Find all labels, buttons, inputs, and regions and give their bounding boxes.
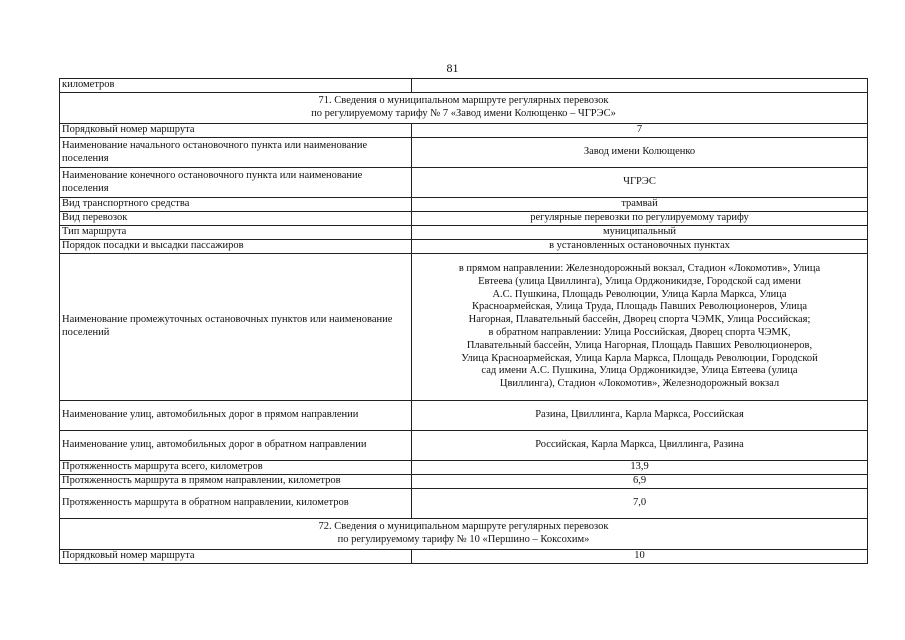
- section-71-header-row: [60, 93, 868, 124]
- length-back-value: 7,0: [412, 489, 868, 519]
- intermediate-stops-line: Нагорная, Плавательный бассейн, Дворец спорта ЧЭМК, Улица Российская;: [468, 314, 811, 326]
- route-number-2-value: 10: [412, 550, 868, 564]
- table-row: [60, 254, 868, 401]
- length-back-label: Протяженность маршрута в обратном направлении, километров: [60, 489, 412, 519]
- route-type-label: Тип маршрута: [60, 226, 412, 240]
- table-row: [60, 226, 868, 240]
- intermediate-stops-line: Улица Красноармейская, Улица Карла Маркса, Площадь Революции, Городской: [461, 352, 818, 364]
- streets-forward-label: Наименование улиц, автомобильных дорог в прямом направлении: [60, 401, 412, 431]
- table-row: [60, 212, 868, 226]
- route-number-label: Порядковый номер маршрута: [60, 124, 412, 138]
- intermediate-stops-line: Красноармейская, Улица Труда, Площадь Павших Революционеров, Улица: [471, 301, 808, 313]
- transport-kind-label: Вид перевозок: [60, 212, 412, 226]
- intermediate-stops-line: Евтеева (улица Цвиллинга), Улица Орджоникидзе, Городской сад имени: [478, 275, 801, 287]
- streets-back-value: Российская, Карла Маркса, Цвиллинга, Разина: [412, 431, 868, 461]
- intermediate-stops-line: сад имени А.С. Пушкина, Улица Орджоникидзе, Улица Евтеева (улица: [481, 365, 798, 377]
- table-row: [60, 401, 868, 431]
- section-72-title: 72. Сведения о муниципальном маршруте регулярных перевозок по регулируемому тарифу № 10 «Першино – Коксохим»: [60, 519, 868, 550]
- kilometers-value: [412, 79, 868, 93]
- table-row: [60, 475, 868, 489]
- end-stop-value: ЧГРЭС: [412, 168, 868, 198]
- table-row: [60, 461, 868, 475]
- streets-back-label: Наименование улиц, автомобильных дорог в обратном направлении: [60, 431, 412, 461]
- table-row: [60, 124, 868, 138]
- table-row: [60, 79, 868, 93]
- start-stop-value: Завод имени Колющенко: [412, 138, 868, 168]
- table-row: [60, 550, 868, 564]
- end-stop-label: Наименование конечного остановочного пункта или наименование поселения: [60, 168, 412, 198]
- boarding-value: в установленных остановочных пунктах: [412, 240, 868, 254]
- streets-forward-value: Разина, Цвиллинга, Карла Маркса, Российская: [412, 401, 868, 431]
- table-row: [60, 138, 868, 168]
- table-row: [60, 240, 868, 254]
- page-number: 81: [446, 61, 459, 75]
- boarding-label: Порядок посадки и высадки пассажиров: [60, 240, 412, 254]
- vehicle-type-value: трамвай: [412, 198, 868, 212]
- vehicle-type-label: Вид транспортного средства: [60, 198, 412, 212]
- length-total-value: 13,9: [412, 461, 868, 475]
- intermediate-stops-line: А.С. Пушкина, Площадь Революции, Улица Карла Маркса, Улица: [492, 288, 787, 300]
- route-info-table: [59, 78, 868, 564]
- start-stop-label: Наименование начального остановочного пункта или наименование поселения: [60, 138, 412, 168]
- section-72-header-row: [60, 519, 868, 550]
- table-row: [60, 168, 868, 198]
- kilometers-label: километров: [60, 79, 412, 93]
- route-type-value: муниципальный: [412, 226, 868, 240]
- intermediate-stops-line: Плавательный бассейн, Улица Нагорная, Площадь Павших Революционеров,: [466, 339, 813, 351]
- length-forward-value: 6,9: [412, 475, 868, 489]
- transport-kind-value: регулярные перевозки по регулируемому тарифу: [412, 212, 868, 226]
- route-number-value: 7: [412, 124, 868, 138]
- table-row: [60, 431, 868, 461]
- intermediate-stops-label: Наименование промежуточных остановочных пунктов или наименование поселений: [60, 254, 412, 401]
- table-row: [60, 489, 868, 519]
- intermediate-stops-line: Цвиллинга), Стадион «Локомотив», Железнодорожный вокзал: [499, 378, 780, 390]
- intermediate-stops-line: в обратном направлении: Улица Российская, Дворец спорта ЧЭМК,: [488, 327, 791, 338]
- route-number-2-label: Порядковый номер маршрута: [60, 550, 412, 564]
- intermediate-stops-line: в прямом направлении: Железнодорожный вокзал, Стадион «Локомотив», Улица: [458, 263, 821, 275]
- length-total-label: Протяженность маршрута всего, километров: [60, 461, 412, 475]
- section-71-title: 71. Сведения о муниципальном маршруте регулярных перевозок по регулируемому тарифу № 7 «Завод имени Колющенко – ЧГРЭС»: [60, 93, 868, 124]
- length-forward-label: Протяженность маршрута в прямом направлении, километров: [60, 475, 412, 489]
- intermediate-stops-value: [412, 254, 868, 401]
- table-row: [60, 198, 868, 212]
